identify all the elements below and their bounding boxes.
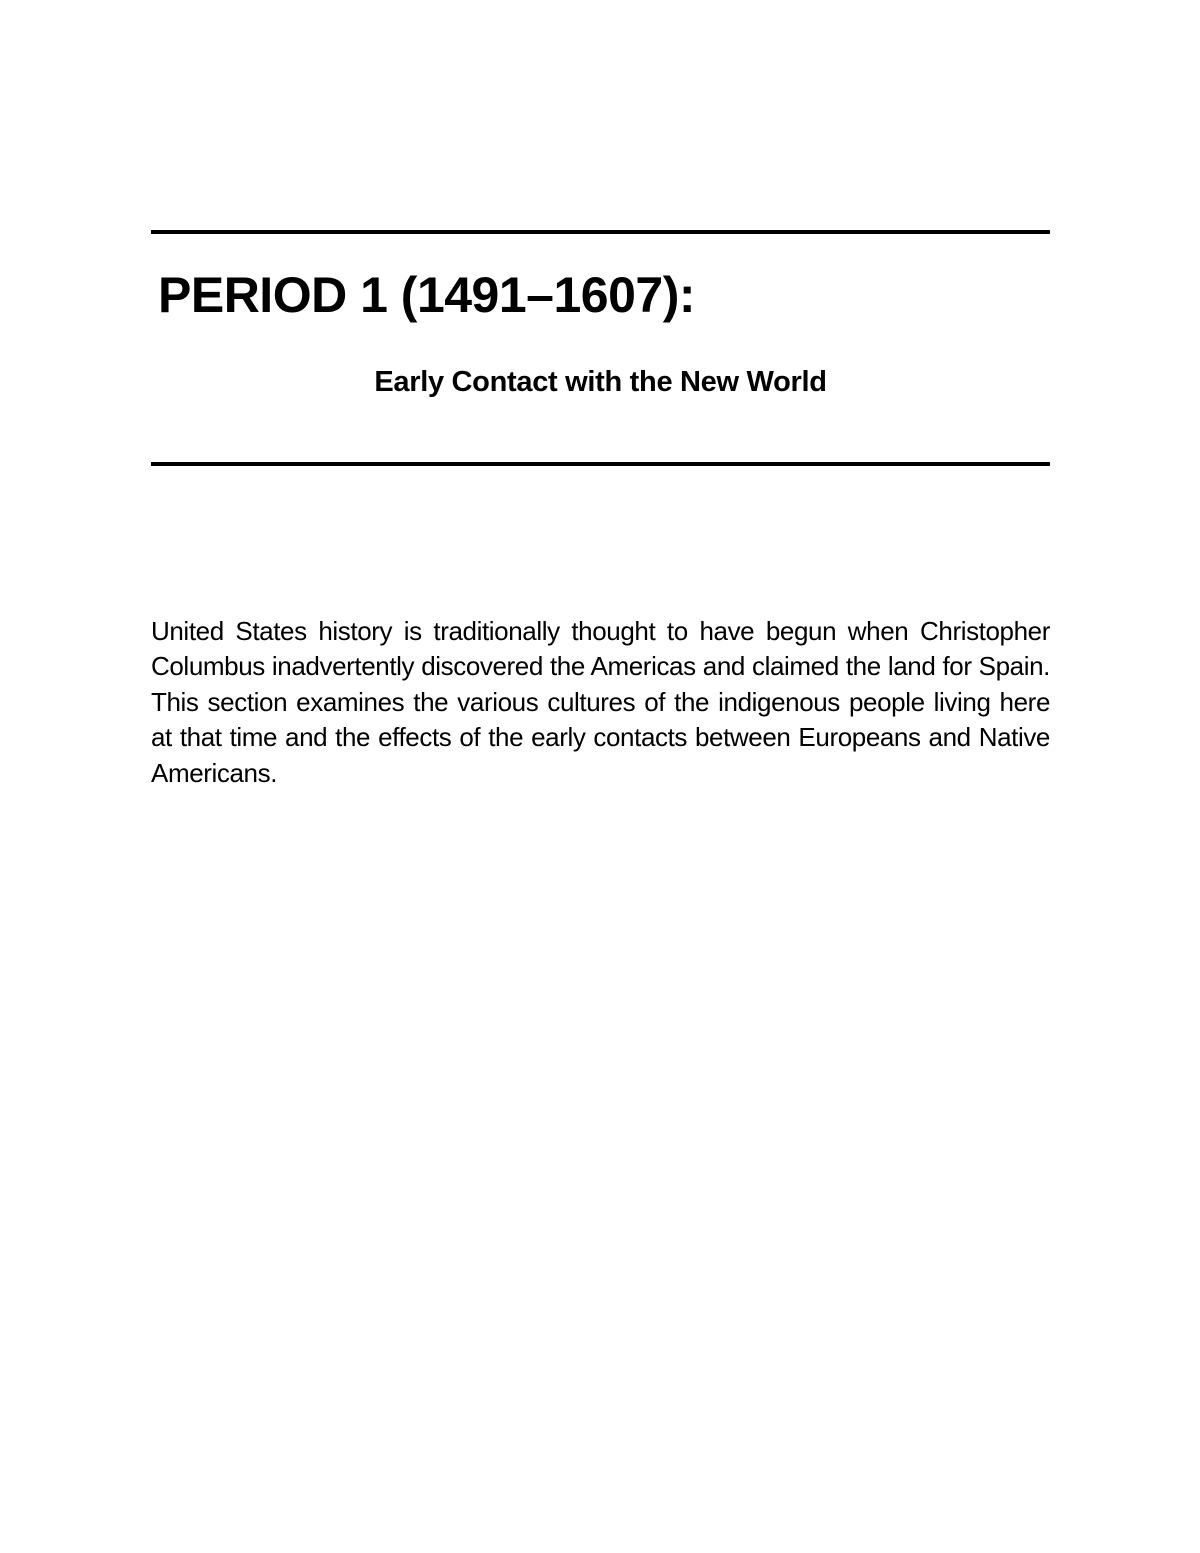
bottom-divider-rule bbox=[151, 462, 1050, 466]
top-divider-rule bbox=[151, 230, 1050, 234]
intro-paragraph: United States history is traditionally thought to have begun when Christopher Columbus inadvertently discovered the Americas and claimed the land for Spain. This section examines the various cultures of the indigenous people living here at that time and the effects of the early contacts between Europeans and Native Americans. bbox=[151, 616, 1050, 788]
page-subtitle: Early Contact with the New World bbox=[374, 366, 827, 398]
page-title: PERIOD 1 (1491–1607): bbox=[158, 267, 696, 323]
